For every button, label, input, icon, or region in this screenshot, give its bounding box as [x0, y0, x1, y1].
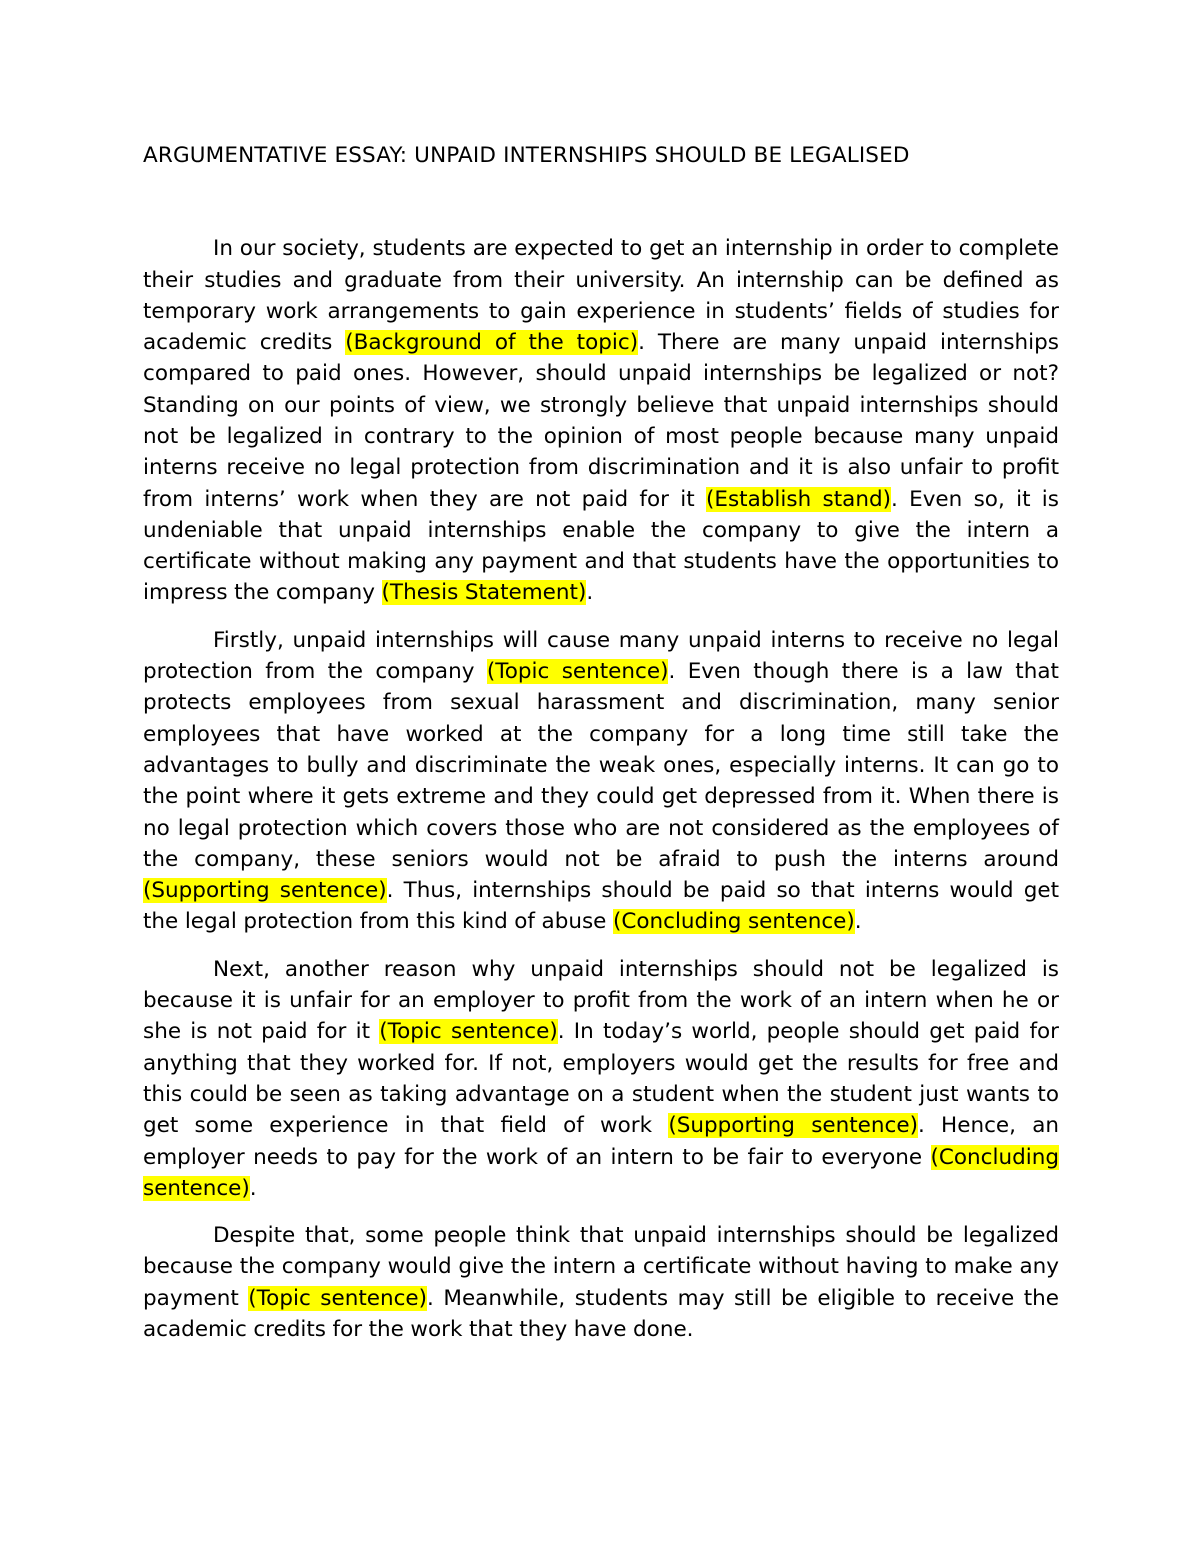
- text-run: Despite that, some people think that unpaid internships should be legalized because the company would give the intern a certificate without having to make any payment: [143, 1223, 1059, 1311]
- highlighted-label: (Topic sentence): [248, 1285, 428, 1311]
- text-run: . Hence, an employer needs to pay for the work of an intern to be fair to everyone: [143, 1113, 1060, 1170]
- text-run: . Even so, it is undeniable that unpaid internships enable the company to give the intern a certificate without making any payment and that students have the opportunities to impress the company: [143, 486, 1059, 606]
- text-run: . There are many unpaid internships compared to paid ones. However, should unpaid internships be legalized or not? Standing on our points of view, we strongly believe that unpaid internships should not be legalized in contrary to the opinion of most people because many unpaid interns receive no legal protection from discrimination and it is also unfair to profit from interns’ work when they are not paid for it: [143, 330, 1059, 512]
- text-run: . Meanwhile, students may still be eligible to receive the academic credits for the work that they have done.: [143, 1285, 1059, 1342]
- text-run: . In today’s world, people should get paid for anything that they worked for. If not, employers would get the results for free and this could be seen as taking advantage on a student when the student just wants to get some experience in that field of work: [143, 1019, 1060, 1139]
- text-run: . Thus, internships should be paid so that interns would get the legal protection from this kind of abuse: [143, 878, 1060, 935]
- text-run: . Even though there is a law that protects employees from sexual harassment and discrimination, many senior employees that have worked at the company for a long time still take the advantages to bully and discriminate the weak ones, especially interns. It can go to the point where it gets extreme and they could get depressed from it. When there is no legal protection which covers those who are not considered as the employees of the company, these seniors would not be afraid to push the interns around: [143, 659, 1059, 872]
- paragraph-body-1: [143, 625, 1059, 938]
- essay-title: ARGUMENTATIVE ESSAY: UNPAID INTERNSHIPS SHOULD BE LEGALISED: [143, 143, 910, 168]
- highlighted-label: (Concluding sentence): [612, 909, 855, 935]
- text-run: .: [249, 1175, 257, 1201]
- text-run: In our society, students are expected to get an internship in order to complete their studies and graduate from their university. An internship can be defined as temporary work arrangements to gain experience in students’ fields of studies for academic credits: [143, 236, 1059, 356]
- text-run: .: [586, 580, 594, 606]
- paragraph-counterargument: [143, 1220, 1059, 1345]
- text-run: .: [854, 909, 862, 935]
- highlighted-label: (Thesis Statement): [381, 580, 587, 606]
- highlighted-label: (Concluding sentence): [143, 1144, 1059, 1201]
- paragraph-introduction: [143, 233, 1059, 609]
- paragraph-body-2: [143, 954, 1059, 1204]
- highlighted-label: (Establish stand): [706, 486, 891, 512]
- highlighted-label: (Background of the topic): [345, 330, 639, 356]
- highlighted-label: (Supporting sentence): [143, 878, 387, 904]
- highlighted-label: (Supporting sentence): [668, 1113, 918, 1139]
- highlighted-label: (Topic sentence): [486, 659, 669, 685]
- text-run: Firstly, unpaid internships will cause many unpaid interns to receive no legal protection from the company: [143, 627, 1059, 685]
- text-run: Next, another reason why unpaid internships should not be legalized is because it is unfair for an employer to profit from the work of an intern when he or she is not paid for it: [143, 956, 1059, 1045]
- document-body: [143, 140, 1059, 1361]
- highlighted-label: (Topic sentence): [379, 1019, 558, 1045]
